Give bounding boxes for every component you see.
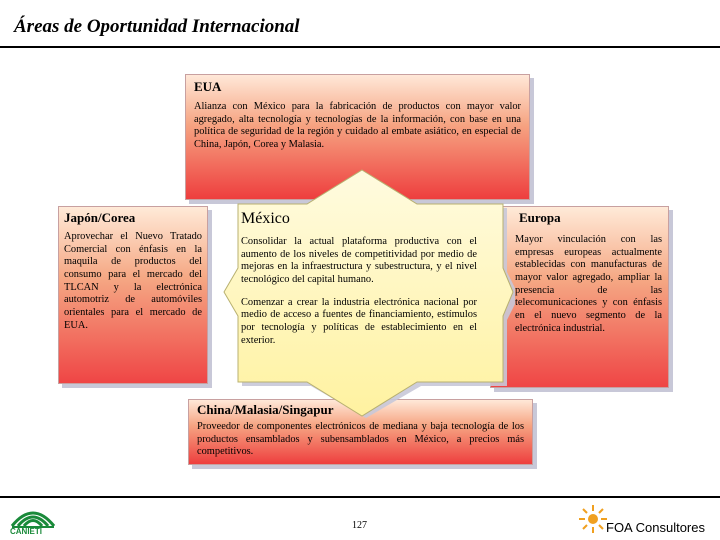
europa-box — [490, 206, 669, 388]
eua-heading: EUA — [194, 79, 222, 94]
mexico-paragraph-2: Comenzar a crear la industria electrónica nacional por medio de acceso a fuentes de financiamiento, estímulos por tecnología y políticas de establecimiento en el exterior. — [241, 296, 477, 346]
europa-heading: Europa — [519, 210, 561, 225]
japon-corea-text: Aprovechar el Nuevo Tratado Comercial con énfasis en la maquila de productos del consumo para el mercado del TLCAN y la electrónica automotriz de automóviles orientales para el mercado de EUA. — [64, 231, 202, 331]
title-divider — [0, 46, 720, 48]
europa-text: Mayor vinculación con las empresas europeas actualmente establecidas con manufacturas de mayor valor agregado, ampliar la presencia de las telecomunicaciones y con énfasis en el nuevo segmento de la electrónica industrial. — [515, 234, 662, 334]
page-title: Áreas de Oportunidad Internacional — [14, 16, 300, 37]
china-text: Proveedor de componentes electrónicos de mediana y baja tecnología de los productos ensamblados y subensamblados en México, a precios más competitivos. — [197, 421, 524, 458]
footer-divider — [0, 496, 720, 498]
canieti-logo-text: CANIETI — [10, 527, 42, 536]
mexico-paragraph-1: Consolidar la actual plataforma productiva con el aumento de los niveles de competitividad por medio de mejoras en la infraestructura y subestructura, y el nivel tecnológico del capital humano. — [241, 236, 477, 286]
foa-consultores-text: FOA Consultores — [606, 520, 705, 535]
foa-sun-logo-icon — [578, 504, 608, 534]
page-number: 127 — [352, 520, 367, 531]
china-heading: China/Malasia/Singapur — [197, 402, 334, 417]
mexico-heading: México — [241, 210, 290, 227]
mexico-box — [241, 210, 477, 372]
japon-corea-box — [58, 206, 208, 384]
japon-corea-heading: Japón/Corea — [64, 210, 136, 225]
eua-text: Alianza con México para la fabricación de productos con mayor valor agregado, alta tecnología y tecnologías de la información, con base en una política de seguridad de la región y cuidado al embate asiático, en especial de China, Japón, Corea y Malasia. — [194, 101, 521, 151]
